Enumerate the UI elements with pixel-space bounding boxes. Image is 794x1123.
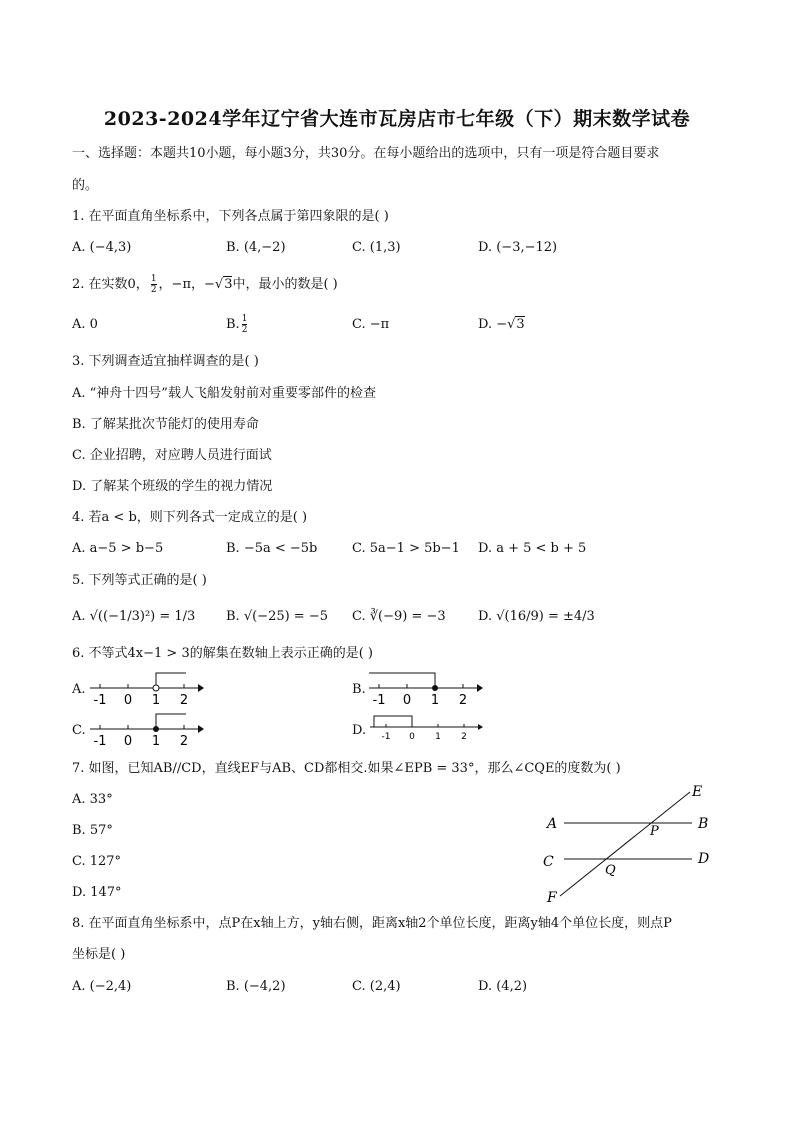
question-1-stem: 1. 在平面直角坐标系中，下列各点属于第四象限的是( ) <box>72 209 389 224</box>
label-b: B <box>698 816 709 832</box>
q3-option-c: C. 企业招聘，对应聘人员进行面试 <box>72 448 272 463</box>
question-7-stem: 7. 如图，已知AB//CD，直线EF与AB、CD都相交.如果∠EPB = 33°，那么∠CQE的度数为( ) <box>72 761 621 776</box>
label-q: Q <box>605 863 616 878</box>
q7-option-b: B. 57° <box>72 823 113 838</box>
q6-option-d: D. <box>352 723 367 738</box>
q2-fraction <box>151 274 157 295</box>
section-instructions: 一、选择题：本题共10小题，每小题3分，共30分。在每小题给出的选项中，只有一项是符合题目要求 <box>72 146 660 161</box>
q7-parallel-lines-diagram <box>530 780 730 910</box>
question-2-stem <box>72 274 338 295</box>
question-8-stem: 8. 在平面直角坐标系中，点P在x轴上方，y轴右侧，距离x轴2个单位长度，距离y轴4个单位长度，则点P <box>72 916 672 931</box>
tick-label: -1 <box>372 693 386 708</box>
q5-option-c: C. ∛(−9) = −3 <box>352 609 446 624</box>
tick-label: -1 <box>93 693 107 708</box>
q2-frac-den: 2 <box>150 285 157 295</box>
q4-option-d: D. a + 5 < b + 5 <box>478 541 587 556</box>
q7-option-a: A. 33° <box>72 792 113 807</box>
q1-option-b: B. (4,−2) <box>226 240 286 255</box>
sqrt-icon: √ <box>214 277 224 292</box>
label-c: C <box>543 854 554 870</box>
tick-label: -1 <box>93 734 107 749</box>
q3-option-a: A. “神舟十四号”载人飞船发射前对重要零部件的检查 <box>72 386 376 401</box>
q5-option-a: A. √((−1/3)²) = 1/3 <box>72 609 196 624</box>
q2-option-a: A. 0 <box>72 317 98 332</box>
tick-label: 1 <box>151 734 161 749</box>
tick-label: 2 <box>458 693 468 708</box>
label-f: F <box>547 890 557 906</box>
q1-option-d: D. (−3,−12) <box>478 240 558 255</box>
tick-label: 1 <box>435 732 441 742</box>
q4-option-a: A. a−5 > b−5 <box>72 541 164 556</box>
tick-label: 0 <box>123 734 133 749</box>
q8-option-a: A. (−2,4) <box>72 979 132 994</box>
question-6-stem: 6. 不等式4x−1 > 3的解集在数轴上表示正确的是( ) <box>72 646 374 661</box>
q3-option-b: B. 了解某批次节能灯的使用寿命 <box>72 417 259 432</box>
q1-option-a: A. (−4,3) <box>72 240 132 255</box>
q2-frac-num: 1 <box>150 274 157 284</box>
q8-option-b: B. (−4,2) <box>226 979 286 994</box>
q8-option-c: C. (2,4) <box>352 979 401 994</box>
q4-option-c: C. 5a−1 > 5b−1 <box>352 541 460 556</box>
q1-option-c: C. (1,3) <box>352 240 401 255</box>
question-3-stem: 3. 下列调查适宜抽样调查的是( ) <box>72 354 259 369</box>
q6-number-line-a <box>86 668 206 712</box>
q2-sqrt-value: 3 <box>224 277 233 292</box>
section-instructions-cont: 的。 <box>72 178 99 193</box>
tick-label: 2 <box>461 732 467 742</box>
q2-stem-suffix: 中，最小的数是( ) <box>232 277 338 292</box>
tick-label: 2 <box>179 734 189 749</box>
tick-label: 2 <box>179 693 189 708</box>
q4-option-b: B. −5a < −5b <box>226 541 318 556</box>
q6-number-line-d <box>366 712 486 746</box>
q2-stem-prefix: 2. 在实数0， <box>72 277 149 292</box>
q5-option-b: B. √(−25) = −5 <box>226 609 329 624</box>
q7-option-d: D. 147° <box>72 885 122 900</box>
q6-option-c: C. <box>72 723 86 738</box>
q3-option-d: D. 了解某个班级的学生的视力情况 <box>72 479 273 494</box>
tick-label: 1 <box>151 693 161 708</box>
tick-label: 0 <box>409 732 415 742</box>
sqrt-icon: √ <box>507 317 516 332</box>
line-ef <box>560 792 690 896</box>
question-8-stem-cont: 坐标是( ) <box>72 947 126 962</box>
q6-option-b: B. <box>352 682 366 697</box>
label-a: A <box>547 816 558 832</box>
question-4-stem: 4. 若a < b，则下列各式一定成立的是( ) <box>72 510 308 525</box>
q2-stem-mid: ，−π，− <box>158 277 215 292</box>
q6-option-a: A. <box>72 682 86 697</box>
label-e: E <box>692 784 703 800</box>
label-p: P <box>650 824 659 839</box>
q2-option-d: D. −√3 <box>478 317 525 332</box>
tick-label: 0 <box>123 693 133 708</box>
tick-label: -1 <box>381 732 391 742</box>
q6-number-line-b <box>365 668 485 712</box>
page-title: 2023-2024学年辽宁省大连市瓦房店市七年级（下）期末数学试卷 <box>103 108 691 130</box>
tick-label: 0 <box>402 693 412 708</box>
label-d: D <box>698 851 710 867</box>
q7-option-c: C. 127° <box>72 854 122 869</box>
tick-label: 1 <box>430 693 440 708</box>
q5-option-d: D. √(16/9) = ±4/3 <box>478 609 595 624</box>
q6-number-line-c <box>86 709 206 753</box>
q2-option-c: C. −π <box>352 317 390 332</box>
q2-option-b: B. $\frac{1}{2}$ <box>226 314 248 335</box>
question-5-stem: 5. 下列等式正确的是( ) <box>72 573 207 588</box>
q8-option-d: D. (4,2) <box>478 979 528 994</box>
